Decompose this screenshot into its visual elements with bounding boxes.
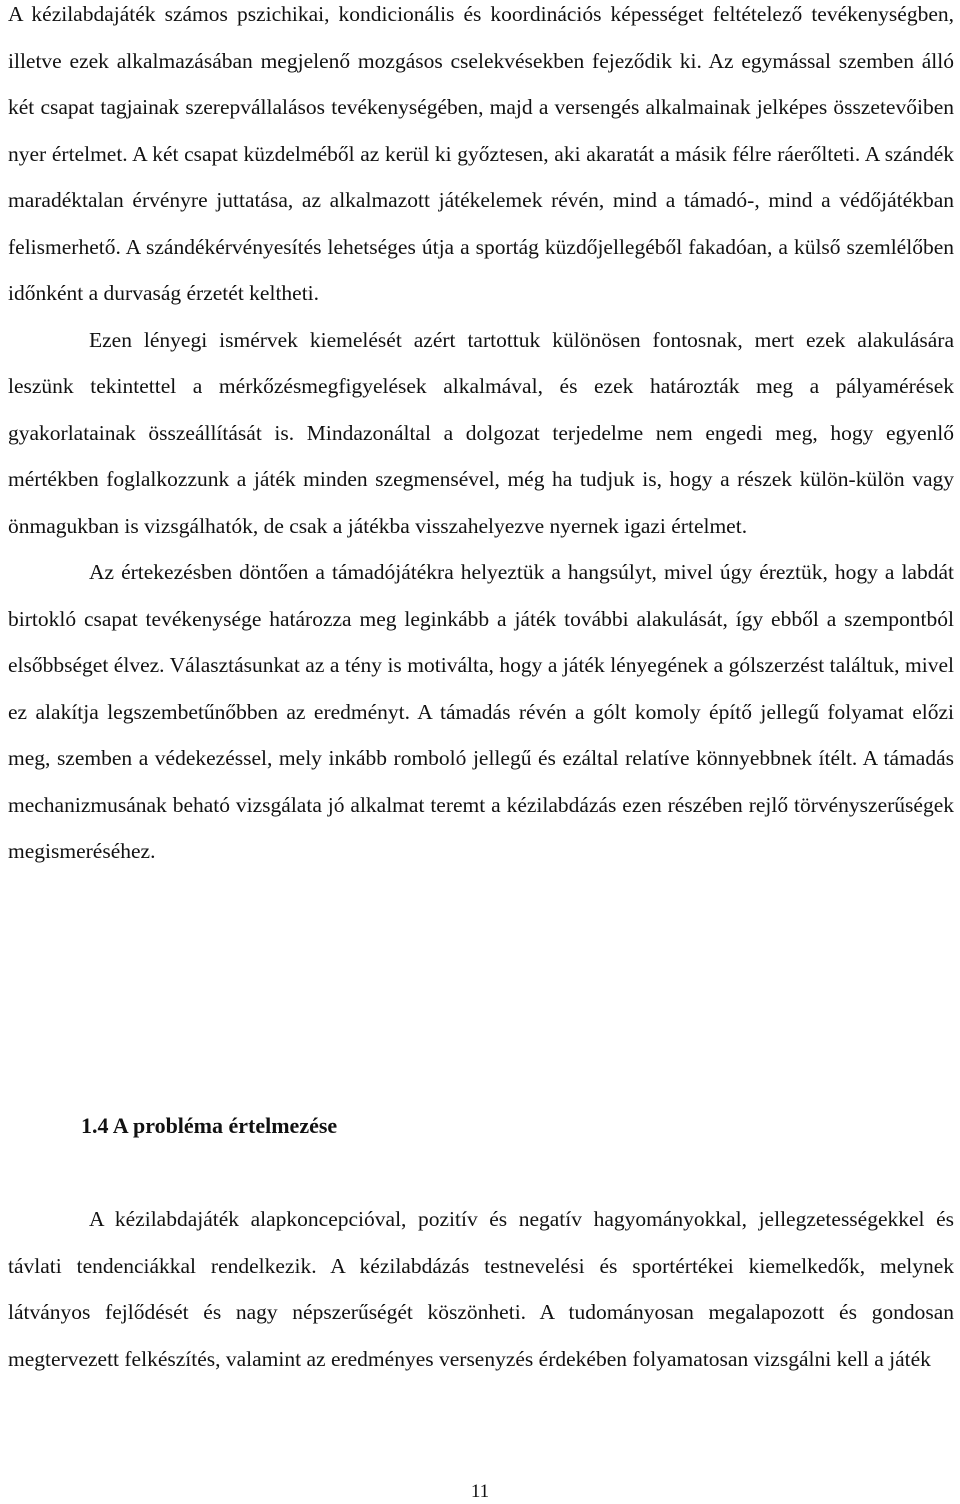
paragraph-essentials: Ezen lényegi ismérvek kiemelését azért tartottuk különösen fontosnak, mert ezek alakulására leszünk tekintettel a mérkőzésmegfigyelések alkalmával, és ezek határozták meg a pályamérések gyakorlatainak összeállítását is. Mindazonáltal a dolgozat terjedelme nem engedi meg, hogy egyenlő mértékben foglalkozzunk a játék minden szegmensével, még ha tudjuk is, hogy a részek külön-külön vagy önmagukban is vizsgálhatók, de csak a játékba visszahelyezve nyernek igazi értelmet. — [8, 327, 954, 538]
paragraph-intro: A kézilabdajáték számos pszichikai, kondicionális és koordinációs képességet feltételező tevékenységben, illetve ezek alkalmazásában megjelenő mozgásos cselekvésekben fejeződik ki. Az egymással szemben álló két csapat tagjainak szerepvállalásos tevékenységében, majd a versengés alkalmainak jelképes összetevőiben nyer értelmet. A két csapat küzdelméből az kerül ki győztesen, aki akaratát a másik félre ráerőlteti. A szándék maradéktalan érvényre juttatása, az alkalmazott játékelemek révén, mind a támadó-, mind a védőjátékban felismerhető. A szándékérvényesítés lehetséges útja a sportág küzdőjellegéből fakadóan, a külső szemlélőben időnként a durvaság érzetét keltheti. — [8, 2, 954, 305]
section-heading: 1.4 A probléma értelmezése — [81, 1113, 338, 1138]
document-page — [8, 0, 954, 875]
paragraph-attack-focus: Az értekezésben döntően a támadójátékra helyeztük a hangsúlyt, mivel úgy éreztük, hogy a labdát birtokló csapat tevékenysége határozza meg leginkább a játék további alakulását, így ebből a szempontból elsőbbséget élvez. Választásunkat az a tény is motiválta, hogy a játék lényegének a gólszerzést találtuk, mivel ez alakítja legszembetűnőbben az eredményt. A támadás révén a gólt komoly építő jellegű folyamat előzi meg, szemben a védekezéssel, mely inkább romboló jellegű és ezáltal relatíve könnyebbnek ítélt. A támadás mechanizmusának beható vizsgálata jó alkalmat teremt a kézilabdázás ezen részében rejlő törvényszerűségek megismeréséhez. — [8, 560, 954, 863]
page-number: 11 — [470, 1481, 490, 1502]
paragraph-problem: A kézilabdajáték alapkoncepcióval, pozitív és negatív hagyományokkal, jellegzetességekkel és távlati tendenciákkal rendelkezik. A kézilabdázás testnevelési és sportértékei kiemelkedők, melynek látványos fejlődését és nagy népszerűségét köszönheti. A tudományosan megalapozott és gondosan megtervezett felkészítés, valamint az eredményes versenyzés érdekében folyamatosan vizsgálni kell a játék — [8, 1207, 954, 1371]
section-body — [8, 1196, 954, 1382]
